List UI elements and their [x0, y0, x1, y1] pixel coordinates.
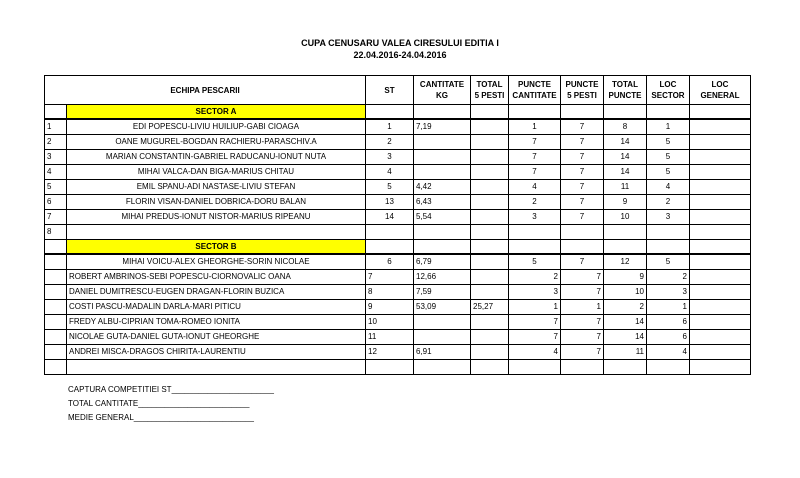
total-puncte: 10: [604, 285, 647, 300]
stand-number: 6: [366, 254, 414, 270]
cantitate-kg: [414, 360, 471, 375]
table-row: [45, 315, 751, 330]
loc-sector: [647, 360, 690, 375]
puncte-cantitate: 7: [509, 315, 561, 330]
total-5-pesti: 25,27: [471, 300, 509, 315]
total-puncte: [604, 225, 647, 240]
cantitate-kg: 5,54: [414, 210, 471, 225]
table-row: [45, 195, 751, 210]
total-5-pesti: [471, 315, 509, 330]
footer-total-cantitate: TOTAL CANTITATE_________________________: [68, 399, 250, 408]
header-cantitate: [414, 76, 471, 105]
loc-sector: 3: [647, 210, 690, 225]
total-5-pesti: [471, 195, 509, 210]
stand-number: 3: [366, 150, 414, 165]
table-row: [45, 345, 751, 360]
total-5-pesti: [471, 150, 509, 165]
sector-index-cell: [45, 240, 67, 255]
puncte-cantitate: [509, 225, 561, 240]
cantitate-kg: [414, 135, 471, 150]
header-total-puncte: [604, 76, 647, 105]
footer-captura: CAPTURA COMPETITIEI ST_______________________: [68, 385, 274, 394]
header-loc-general: [690, 76, 751, 105]
header-total-puncte-line2: PUNCTE: [608, 91, 642, 100]
puncte-5-pesti: 1: [561, 300, 604, 315]
cantitate-kg: 7,59: [414, 285, 471, 300]
puncte-cantitate: 3: [509, 210, 561, 225]
row-index: 1: [45, 119, 67, 135]
team-name: MIHAI PREDUS-IONUT NISTOR-MARIUS RIPEANU: [67, 210, 366, 225]
loc-general: [690, 300, 751, 315]
sector-label: SECTOR B: [67, 240, 366, 255]
sector-header-row: [45, 105, 751, 120]
team-name: EMIL SPANU-ADI NASTASE-LIVIU STEFAN: [67, 180, 366, 195]
header-puncte-cantitate: [509, 76, 561, 105]
stand-number: [366, 360, 414, 375]
empty-cell: [414, 105, 471, 120]
total-puncte: 10: [604, 210, 647, 225]
team-name: MIHAI VOICU-ALEX GHEORGHE-SORIN NICOLAE: [67, 254, 366, 270]
team-name: EDI POPESCU-LIVIU HUILIUP-GABI CIOAGA: [67, 119, 366, 135]
row-index: [45, 360, 67, 375]
total-5-pesti: [471, 210, 509, 225]
cantitate-kg: 4,42: [414, 180, 471, 195]
total-puncte: 11: [604, 345, 647, 360]
empty-cell: [414, 240, 471, 255]
stand-number: 2: [366, 135, 414, 150]
puncte-cantitate: 2: [509, 270, 561, 285]
loc-general: [690, 165, 751, 180]
row-index: 2: [45, 135, 67, 150]
total-5-pesti: [471, 270, 509, 285]
row-index: 3: [45, 150, 67, 165]
total-5-pesti: [471, 180, 509, 195]
team-name: FLORIN VISAN-DANIEL DOBRICA-DORU BALAN: [67, 195, 366, 210]
puncte-5-pesti: [561, 360, 604, 375]
loc-general: [690, 119, 751, 135]
loc-general: [690, 225, 751, 240]
header-total-puncte-line1: TOTAL: [612, 80, 638, 89]
stand-number: 8: [366, 285, 414, 300]
cantitate-kg: [414, 225, 471, 240]
total-5-pesti: [471, 360, 509, 375]
header-puncte-cant-line2: CANTITATE: [512, 91, 557, 100]
row-index: [45, 285, 67, 300]
row-index: [45, 300, 67, 315]
stand-number: 9: [366, 300, 414, 315]
header-cantitate-line2: KG: [436, 91, 448, 100]
row-index: [45, 330, 67, 345]
cantitate-kg: [414, 330, 471, 345]
puncte-cantitate: 3: [509, 285, 561, 300]
sector-label: SECTOR A: [67, 105, 366, 120]
cantitate-kg: 53,09: [414, 300, 471, 315]
team-name: DANIEL DUMITRESCU-EUGEN DRAGAN-FLORIN BUZICA: [67, 285, 366, 300]
row-index: [45, 270, 67, 285]
sector-header-row: [45, 240, 751, 255]
empty-cell: [690, 105, 751, 120]
row-index: 6: [45, 195, 67, 210]
total-puncte: 8: [604, 119, 647, 135]
loc-general: [690, 315, 751, 330]
loc-sector: 2: [647, 270, 690, 285]
total-5-pesti: [471, 165, 509, 180]
loc-general: [690, 285, 751, 300]
empty-cell: [604, 105, 647, 120]
puncte-cantitate: 4: [509, 180, 561, 195]
total-puncte: 14: [604, 165, 647, 180]
table-row: [45, 165, 751, 180]
empty-cell: [509, 240, 561, 255]
total-5-pesti: [471, 330, 509, 345]
loc-sector: 5: [647, 150, 690, 165]
total-5-pesti: [471, 254, 509, 270]
empty-cell: [471, 105, 509, 120]
total-puncte: [604, 360, 647, 375]
total-5-pesti: [471, 225, 509, 240]
table-row: [45, 285, 751, 300]
team-name: MIHAI VALCA-DAN BIGA-MARIUS CHITAU: [67, 165, 366, 180]
puncte-5-pesti: 7: [561, 330, 604, 345]
total-5-pesti: [471, 119, 509, 135]
puncte-cantitate: 7: [509, 330, 561, 345]
stand-number: 5: [366, 180, 414, 195]
empty-cell: [561, 240, 604, 255]
total-puncte: 2: [604, 300, 647, 315]
puncte-cantitate: 4: [509, 345, 561, 360]
total-puncte: 14: [604, 315, 647, 330]
row-index: [45, 345, 67, 360]
team-name: COSTI PASCU-MADALIN DARLA-MARI PITICU: [67, 300, 366, 315]
puncte-5-pesti: [561, 225, 604, 240]
row-index: [45, 254, 67, 270]
empty-cell: [690, 240, 751, 255]
loc-general: [690, 254, 751, 270]
loc-sector: 4: [647, 345, 690, 360]
cantitate-kg: 12,66: [414, 270, 471, 285]
date-range: 22.04.2016-24.04.2016: [353, 50, 447, 60]
loc-sector: 2: [647, 195, 690, 210]
puncte-5-pesti: 7: [561, 165, 604, 180]
puncte-cantitate: 1: [509, 119, 561, 135]
table-row: [45, 150, 751, 165]
stand-number: 1: [366, 119, 414, 135]
total-puncte: 14: [604, 150, 647, 165]
loc-general: [690, 360, 751, 375]
puncte-5-pesti: 7: [561, 135, 604, 150]
row-index: 7: [45, 210, 67, 225]
loc-general: [690, 345, 751, 360]
loc-sector: 6: [647, 330, 690, 345]
row-index: 5: [45, 180, 67, 195]
stand-number: [366, 225, 414, 240]
header-loc-sector-line1: LOC: [659, 80, 677, 89]
cantitate-kg: 6,91: [414, 345, 471, 360]
table-row: [45, 180, 751, 195]
empty-cell: [471, 240, 509, 255]
table-row: [45, 330, 751, 345]
table-row: [45, 360, 751, 375]
puncte-5-pesti: 7: [561, 315, 604, 330]
stand-number: 4: [366, 165, 414, 180]
team-name: [67, 360, 366, 375]
total-5-pesti: [471, 135, 509, 150]
sector-index-cell: [45, 105, 67, 120]
total-puncte: 12: [604, 254, 647, 270]
table-row: [45, 270, 751, 285]
total-puncte: 14: [604, 330, 647, 345]
loc-general: [690, 195, 751, 210]
header-total5-line1: TOTAL: [476, 80, 503, 89]
puncte-5-pesti: 7: [561, 119, 604, 135]
team-name: NICOLAE GUTA-DANIEL GUTA-IONUT GHEORGHE: [67, 330, 366, 345]
loc-sector: 6: [647, 315, 690, 330]
team-name: FREDY ALBU-CIPRIAN TOMA-ROMEO IONITA: [67, 315, 366, 330]
empty-cell: [561, 105, 604, 120]
cantitate-kg: [414, 315, 471, 330]
loc-general: [690, 150, 751, 165]
loc-sector: 5: [647, 135, 690, 150]
empty-cell: [366, 105, 414, 120]
puncte-5-pesti: 7: [561, 195, 604, 210]
total-5-pesti: [471, 285, 509, 300]
loc-sector: 1: [647, 300, 690, 315]
table-row: [45, 210, 751, 225]
total-5-pesti: [471, 345, 509, 360]
empty-cell: [647, 105, 690, 120]
empty-cell: [509, 105, 561, 120]
table-row: [45, 300, 751, 315]
puncte-cantitate: 7: [509, 135, 561, 150]
loc-general: [690, 135, 751, 150]
total-puncte: 11: [604, 180, 647, 195]
loc-sector: 5: [647, 165, 690, 180]
header-cantitate-line1: CANTITATE: [419, 80, 465, 89]
header-puncte-5-pesti: [561, 76, 604, 105]
puncte-5-pesti: 7: [561, 210, 604, 225]
team-name: [67, 225, 366, 240]
stand-number: 10: [366, 315, 414, 330]
cantitate-kg: 6,79: [414, 254, 471, 270]
header-loc-sector-line2: SECTOR: [651, 91, 685, 100]
table-row: [45, 225, 751, 240]
loc-general: [690, 180, 751, 195]
cantitate-kg: [414, 150, 471, 165]
loc-sector: 3: [647, 285, 690, 300]
table-row: [45, 135, 751, 150]
cantitate-kg: [414, 165, 471, 180]
loc-sector: 5: [647, 254, 690, 270]
empty-cell: [366, 240, 414, 255]
table-row: [45, 254, 751, 270]
puncte-5-pesti: 7: [561, 254, 604, 270]
stand-number: 7: [366, 270, 414, 285]
header-total-5-pesti: [471, 76, 509, 105]
table-row: [45, 119, 751, 135]
puncte-5-pesti: 7: [561, 180, 604, 195]
team-name: ANDREI MISCA-DRAGOS CHIRITA-LAURENTIU: [67, 345, 366, 360]
total-puncte: 9: [604, 270, 647, 285]
empty-cell: [604, 240, 647, 255]
puncte-5-pesti: 7: [561, 150, 604, 165]
empty-cell: [647, 240, 690, 255]
puncte-cantitate: 7: [509, 150, 561, 165]
header-loc-general-line2: GENERAL: [700, 91, 740, 100]
footer-medie-general: MEDIE GENERAL___________________________: [68, 413, 254, 422]
cantitate-kg: 6,43: [414, 195, 471, 210]
puncte-cantitate: 1: [509, 300, 561, 315]
loc-general: [690, 330, 751, 345]
row-index: 8: [45, 225, 67, 240]
puncte-5-pesti: 7: [561, 285, 604, 300]
puncte-cantitate: 2: [509, 195, 561, 210]
puncte-cantitate: [509, 360, 561, 375]
puncte-5-pesti: 7: [561, 345, 604, 360]
header-loc-general-line1: LOC: [711, 80, 729, 89]
row-index: [45, 315, 67, 330]
loc-sector: [647, 225, 690, 240]
header-total5-line2: 5 PESTI: [474, 91, 505, 100]
stand-number: 14: [366, 210, 414, 225]
header-echipa: ECHIPA PESCARII: [45, 76, 366, 105]
stand-number: 13: [366, 195, 414, 210]
header-loc-sector: [647, 76, 690, 105]
header-row: [45, 76, 751, 105]
loc-general: [690, 210, 751, 225]
team-name: OANE MUGUREL-BOGDAN RACHIERU-PARASCHIV.A: [67, 135, 366, 150]
team-name: ROBERT AMBRINOS-SEBI POPESCU-CIORNOVALIC OANA: [67, 270, 366, 285]
document-title: CUPA CENUSARU VALEA CIRESULUI EDITIA I: [301, 38, 499, 48]
stand-number: 12: [366, 345, 414, 360]
puncte-5-pesti: 7: [561, 270, 604, 285]
loc-sector: 1: [647, 119, 690, 135]
puncte-cantitate: 7: [509, 165, 561, 180]
stand-number: 11: [366, 330, 414, 345]
loc-sector: 4: [647, 180, 690, 195]
header-puncte5-line2: 5 PESTI: [567, 91, 597, 100]
total-puncte: 14: [604, 135, 647, 150]
header-puncte5-line1: PUNCTE: [565, 80, 599, 89]
results-table: [44, 75, 751, 375]
total-puncte: 9: [604, 195, 647, 210]
cantitate-kg: 7,19: [414, 119, 471, 135]
puncte-cantitate: 5: [509, 254, 561, 270]
header-puncte-cant-line1: PUNCTE: [518, 80, 551, 89]
loc-general: [690, 270, 751, 285]
team-name: MARIAN CONSTANTIN-GABRIEL RADUCANU-IONUT NUTA: [67, 150, 366, 165]
header-st: ST: [366, 76, 414, 105]
row-index: 4: [45, 165, 67, 180]
